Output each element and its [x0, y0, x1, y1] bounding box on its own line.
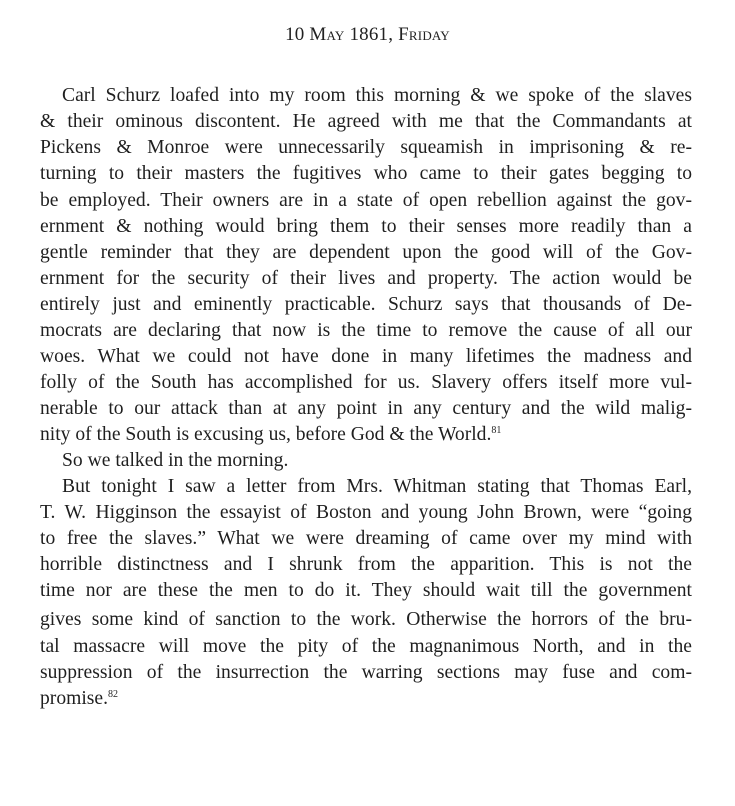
text-line-content: promise. — [40, 688, 109, 709]
diary-entry-date-heading: 10 May 1861, Friday — [285, 24, 450, 45]
text-line: ernment & nothing would bring them to their senses more readily than a — [40, 216, 692, 237]
text-line: Carl Schurz loafed into my room this morning & we spoke of the slaves — [62, 85, 692, 106]
text-line: horrible distinctness and I shrunk from the apparition. This is not the — [40, 554, 692, 575]
text-line: folly of the South has accomplished for us. Slavery offers itself more vul- — [40, 372, 692, 393]
text-line: gives some kind of sanction to the work. Otherwise the horrors of the bru- — [40, 609, 692, 630]
text-line: suppression of the insurrection the warring sections may fuse and com- — [40, 662, 692, 683]
text-line: T. W. Higginson the essayist of Boston and young John Brown, were “going — [40, 502, 692, 523]
text-line: tal massacre will move the pity of the magnanimous North, and in the — [40, 636, 692, 657]
text-line: nerable to our attack than at any point in any century and the wild malig- — [40, 398, 692, 419]
text-line: woes. What we could not have done in many lifetimes the madness and — [40, 346, 692, 367]
text-line: ernment for the security of their lives and property. The action would be — [40, 268, 692, 289]
text-line: Pickens & Monroe were unnecessarily squeamish in imprisoning & re- — [40, 137, 692, 158]
text-line: to free the slaves.” What we were dreaming of came over my mind with — [40, 528, 692, 549]
text-line: mocrats are declaring that now is the time to remove the cause of all our — [40, 320, 692, 341]
text-line: entirely just and eminently practicable. Schurz says that thousands of De- — [40, 294, 692, 315]
text-line: & their ominous discontent. He agreed with me that the Commandants at — [40, 111, 692, 132]
text-line: So we talked in the morning. — [62, 450, 289, 471]
text-line: time nor are these the men to do it. They should wait till the government — [40, 580, 692, 601]
text-line: be employed. Their owners are in a state of open rebellion against the gov- — [40, 190, 692, 211]
text-line: gentle reminder that they are dependent upon the good will of the Gov- — [40, 242, 692, 263]
text-line-content: nity of the South is excusing us, before God & the World. — [40, 424, 492, 445]
footnote-marker: 82 — [108, 689, 119, 700]
footnote-marker: 81 — [491, 425, 502, 436]
text-line: turning to their masters the fugitives who came to their gates begging to — [40, 163, 692, 184]
text-line — [40, 686, 692, 712]
text-line: But tonight I saw a letter from Mrs. Whitman stating that Thomas Earl, — [62, 476, 692, 497]
text-line — [40, 422, 692, 448]
